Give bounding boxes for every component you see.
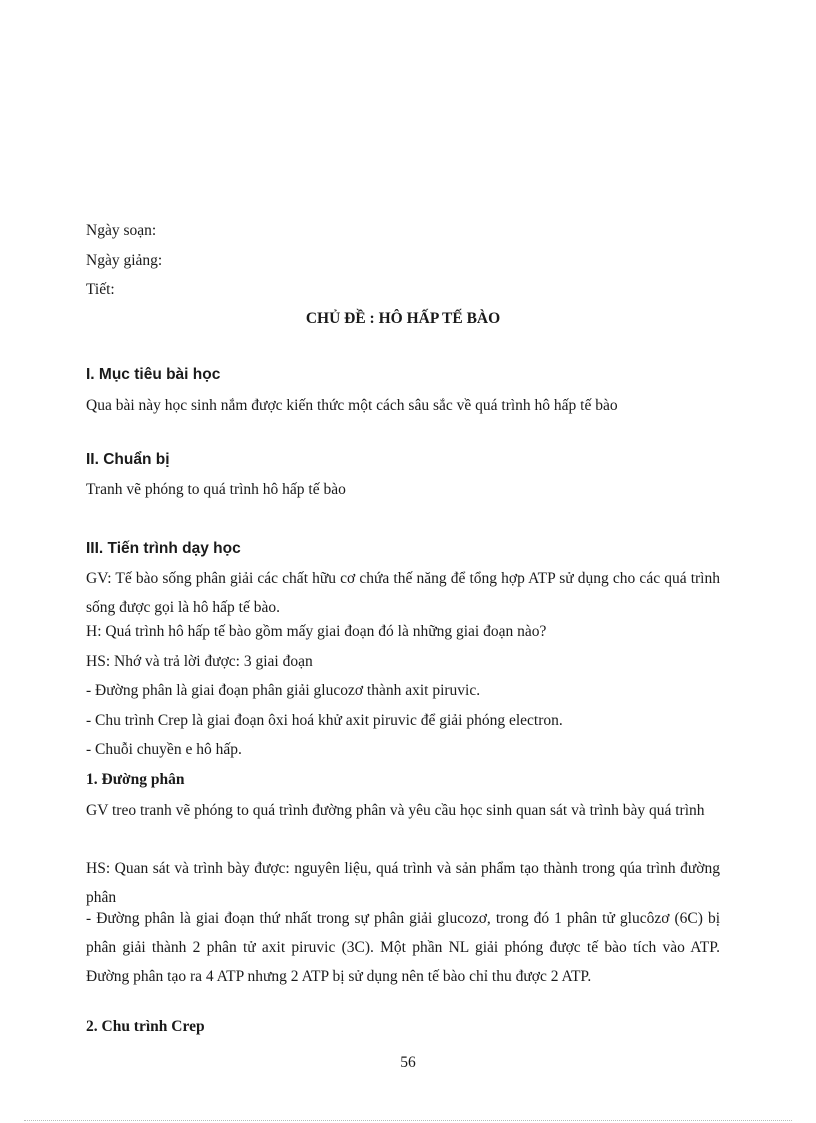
- ngay-giang-label: Ngày giảng:: [86, 252, 163, 269]
- section-2-heading: II. Chuẩn bị: [86, 451, 170, 468]
- hs-paragraph-2: HS: Quan sát và trình bày được: nguyên liệu, quá trình và sản phẩm tạo thành trong qúa trình đường phân: [86, 860, 720, 906]
- section-1-text: Qua bài này học sinh nắm được kiến thức một cách sâu sắc về quá trình hô hấp tế bào: [86, 397, 618, 414]
- ngay-soan-label: Ngày soạn:: [86, 222, 157, 239]
- tiet-label: Tiết:: [86, 281, 115, 298]
- list-item-2: - Chu trình Crep là giai đoạn ôxi hoá khử axit piruvic để giải phóng electron.: [86, 712, 563, 729]
- section-2-text: Tranh vẽ phóng to quá trình hô hấp tế bào: [86, 481, 346, 498]
- subheading-duong-phan: 1. Đường phân: [86, 771, 185, 788]
- page-number: 56: [400, 1054, 416, 1071]
- question-1: H: Quá trình hô hấp tế bào gồm mấy giai đoạn đó là những giai đoạn nào?: [86, 623, 547, 640]
- hs-answer-1: HS: Nhớ và trả lời được: 3 giai đoạn: [86, 653, 313, 670]
- document-title: CHỦ ĐỀ : HÔ HẤP TẾ BÀO: [305, 310, 501, 327]
- gv-paragraph-1: GV: Tế bào sống phân giải các chất hữu cơ chứa thế năng để tổng hợp ATP sử dụng cho các quá trình sống được gọi là hô hấp tế bào.: [86, 570, 720, 616]
- page-bottom-divider: [24, 1120, 792, 1121]
- section-1-heading: I. Mục tiêu bài học: [86, 366, 221, 383]
- gv-paragraph-2: GV treo tranh vẽ phóng to quá trình đường phân và yêu cầu học sinh quan sát và trình bày quá trình: [86, 802, 705, 819]
- duong-phan-paragraph: - Đường phân là giai đoạn thứ nhất trong sự phân giải glucozơ, trong đó 1 phân tử glucôzơ (6C) bị phân giải thành 2 phân tử axit piruvic (3C). Một phần NL giải phóng được tế bào tích vào ATP. Đường phân tạo ra 4 ATP nhưng 2 ATP bị sử dụng nên tế bào chỉ thu được 2 ATP.: [86, 910, 720, 985]
- section-3-heading: III. Tiến trình dạy học: [86, 540, 241, 557]
- list-item-1: - Đường phân là giai đoạn phân giải glucozơ thành axit piruvic.: [86, 682, 481, 699]
- list-item-3: - Chuỗi chuyền e hô hấp.: [86, 741, 242, 758]
- subheading-chu-trinh-crep: 2. Chu trình Crep: [86, 1018, 205, 1035]
